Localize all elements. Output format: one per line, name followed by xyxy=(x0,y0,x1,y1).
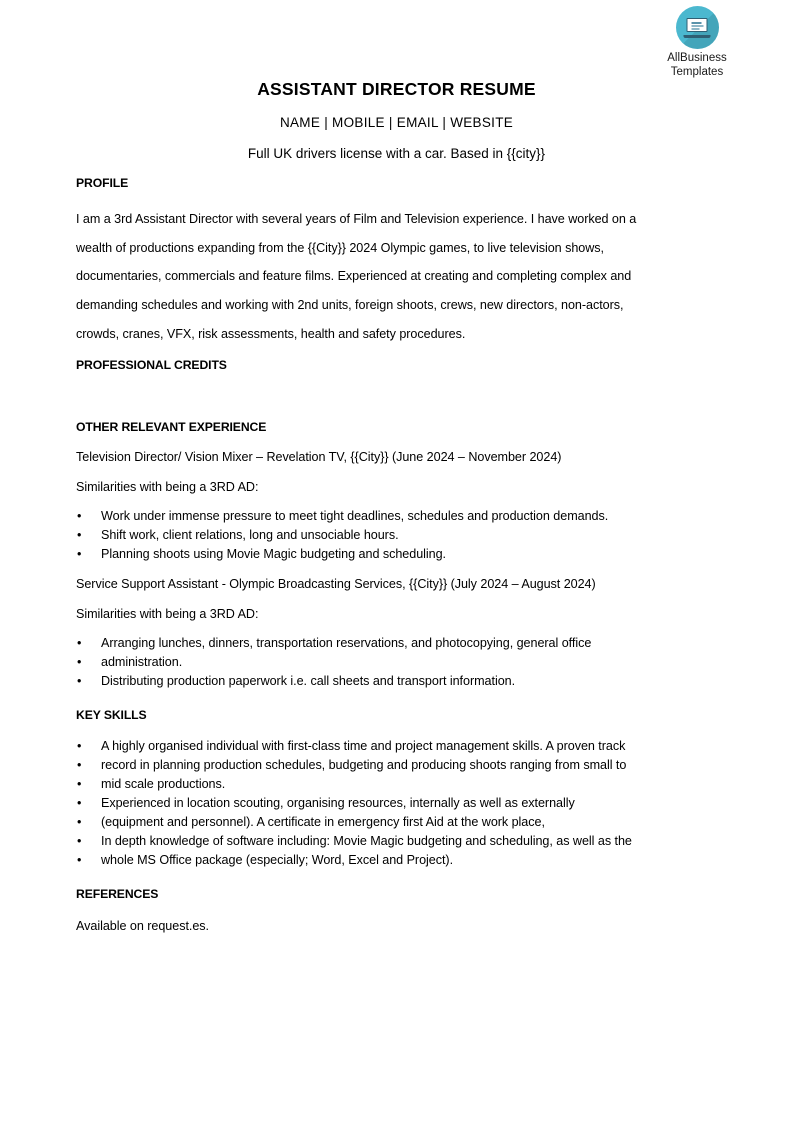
list-item xyxy=(76,653,676,672)
bullet-icon: • xyxy=(77,814,82,829)
list-item xyxy=(76,794,676,813)
section-heading-professional-credits: PROFESSIONAL CREDITS xyxy=(76,357,227,372)
list-item xyxy=(76,756,676,775)
laptop-glyph xyxy=(684,18,711,38)
logo-wordmark-line1: AllBusiness xyxy=(667,52,727,64)
job-bullet-list xyxy=(76,507,676,564)
list-item xyxy=(76,672,676,691)
list-item-text: Shift work, client relations, long and unsociable hours. xyxy=(101,527,399,542)
page-title: ASSISTANT DIRECTOR RESUME xyxy=(257,79,536,99)
logo-wordmark xyxy=(651,52,743,79)
key-skills-bullet-list xyxy=(76,737,676,870)
bullet-icon: • xyxy=(77,852,82,867)
bullet-icon: • xyxy=(77,795,82,810)
list-item xyxy=(76,813,676,832)
list-item xyxy=(76,851,676,870)
profile-paragraph-line: crowds, cranes, VFX, risk assessments, health and safety procedures. xyxy=(76,326,466,341)
bullet-icon: • xyxy=(77,833,82,848)
list-item-text: Distributing production paperwork i.e. call sheets and transport information. xyxy=(101,673,516,688)
bullet-icon: • xyxy=(77,776,82,791)
bullet-icon: • xyxy=(77,757,82,772)
section-heading-references: REFERENCES xyxy=(76,886,159,901)
list-item-text: administration. xyxy=(101,654,183,669)
logo-wordmark-line2: Templates xyxy=(670,65,724,78)
job-title-line: Service Support Assistant - Olympic Broadcasting Services, {{City}} (July 2024 – August 2024) xyxy=(76,576,596,591)
bullet-icon: • xyxy=(77,673,82,688)
list-item xyxy=(76,775,676,794)
list-item xyxy=(76,507,676,526)
list-item xyxy=(76,832,676,851)
list-item-text: (equipment and personnel). A certificate in emergency first Aid at the work place, xyxy=(101,814,545,829)
bullet-icon: • xyxy=(77,635,82,650)
profile-paragraph-line: wealth of productions expanding from the {{City}} 2024 Olympic games, to live television shows, xyxy=(76,240,604,255)
bullet-icon: • xyxy=(77,508,82,523)
section-heading-other-relevant-experience: OTHER RELEVANT EXPERIENCE xyxy=(76,419,267,434)
list-item xyxy=(76,526,676,545)
screen-line xyxy=(692,25,704,27)
bullet-icon: • xyxy=(77,654,82,669)
references-body: Available on request.es. xyxy=(76,918,209,933)
screen-line xyxy=(692,22,702,24)
list-item-text: Work under immense pressure to meet tight deadlines, schedules and production demands. xyxy=(101,508,609,523)
laptop-icon xyxy=(676,6,719,49)
section-heading-key-skills: KEY SKILLS xyxy=(76,707,147,722)
job-intro-line: Similarities with being a 3RD AD: xyxy=(76,479,259,494)
job-title-line: Television Director/ Vision Mixer – Revelation TV, {{City}} (June 2024 – November 2024) xyxy=(76,449,562,464)
bullet-icon: • xyxy=(77,527,82,542)
list-item-text: record in planning production schedules, budgeting and producing shoots ranging from small to xyxy=(101,757,627,772)
list-item xyxy=(76,634,676,653)
list-item-text: A highly organised individual with first-class time and project management skills. A proven track xyxy=(101,738,626,753)
laptop-base xyxy=(684,35,711,38)
bullet-icon: • xyxy=(77,546,82,561)
section-heading-profile: PROFILE xyxy=(76,176,129,190)
contact-line: NAME | MOBILE | EMAIL | WEBSITE xyxy=(279,115,514,130)
bullet-icon: • xyxy=(77,738,82,753)
resume-body xyxy=(76,175,676,934)
job-bullet-list xyxy=(76,634,676,691)
list-item xyxy=(76,737,676,756)
list-item-text: In depth knowledge of software including: Movie Magic budgeting and scheduling, as well as the xyxy=(101,833,632,848)
list-item-text: Planning shoots using Movie Magic budgeting and scheduling. xyxy=(101,546,447,561)
tagline: Full UK drivers license with a car. Based in {{city}} xyxy=(247,146,546,161)
job-intro-line: Similarities with being a 3RD AD: xyxy=(76,606,259,621)
allbusiness-templates-logo xyxy=(651,6,743,79)
list-item-text: Arranging lunches, dinners, transportation reservations, and photocopying, general office xyxy=(101,635,592,650)
profile-paragraph-line: demanding schedules and working with 2nd units, foreign shoots, crews, new directors, non-actors, xyxy=(76,298,624,313)
list-item xyxy=(76,545,676,564)
profile-paragraph-line: I am a 3rd Assistant Director with several years of Film and Television experience. I have worked on a xyxy=(76,212,637,226)
list-item-text: Experienced in location scouting, organising resources, internally as well as externally xyxy=(101,795,575,810)
list-item-text: whole MS Office package (especially; Word, Excel and Project). xyxy=(101,852,454,867)
screen-line xyxy=(692,28,700,30)
profile-paragraph-line: documentaries, commercials and feature films. Experienced at creating and completing complex and xyxy=(76,269,632,284)
list-item-text: mid scale productions. xyxy=(101,776,226,791)
laptop-screen xyxy=(687,18,708,32)
